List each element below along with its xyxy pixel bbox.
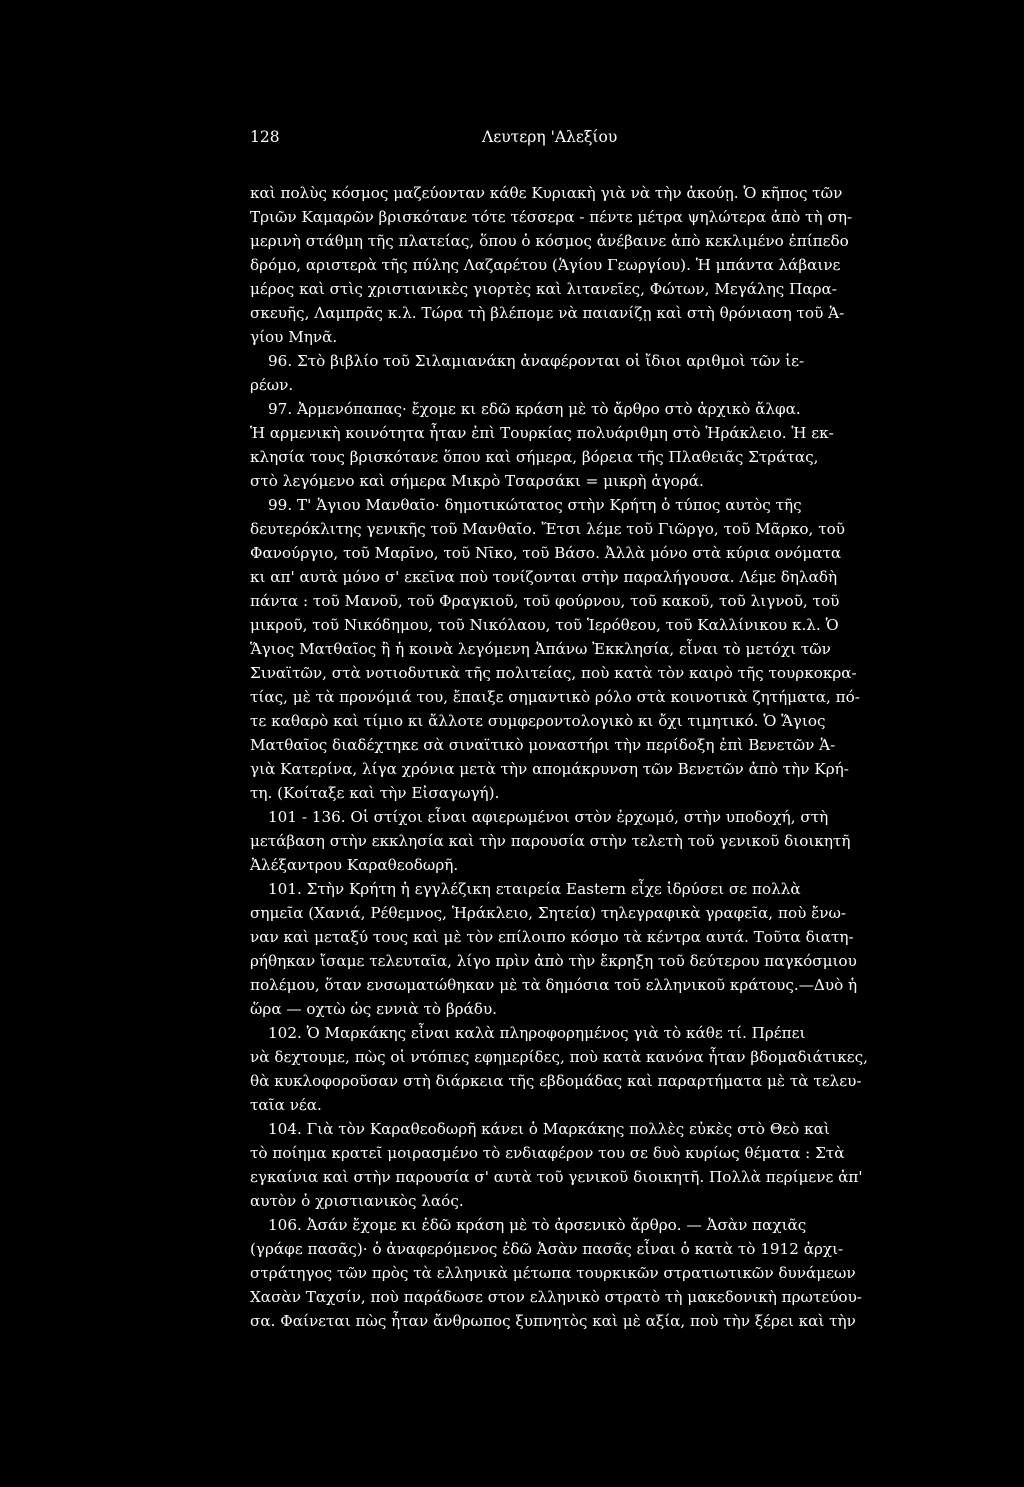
- text-line: Ἀλέξαντρου Καραθεοδωρῆ.: [250, 856, 459, 874]
- text-line: γιὰ Κατερίνα, λίγα χρόνια μετὰ τὴν απομάκρυνση τῶν Βενετῶν ἀπὸ τὴν Κρή-: [250, 760, 849, 778]
- text-line: σα. Φαίνεται πὼς ἦταν ἄνθρωπος ξυπνητὸς καὶ μὲ αξία, ποὺ τὴν ξέρει καὶ τὴν: [250, 1312, 856, 1330]
- text-line: δρόμο, αριστερὰ τῆς πύλης Λαζαρέτου (Ἁγίου Γεωργίου). Ἡ μπάντα λάβαινε: [250, 256, 841, 274]
- text-line: γίου Μηνᾶ.: [250, 328, 338, 346]
- text-line: Ἅγιος Ματθαῖος ἢ ἡ κοινὰ λεγόμενη Ἀπάνω Ἐκκλησία, εἶναι τὸ μετόχι τῶν: [250, 640, 831, 658]
- text-line: ναν καὶ μεταξύ τους καὶ μὲ τὸν επίλοιπο κόσμο τὰ κέντρα αυτά. Τοῦτα διατη-: [250, 928, 854, 946]
- text-line: Ἡ αρμενικὴ κοινότητα ἦταν ἐπὶ Τουρκίας πολυάριθμη στὸ Ἡράκλειο. Ἡ εκ-: [250, 424, 834, 442]
- text-line: πολέμου, ὅταν ενσωματώθηκαν μὲ τὰ δημόσια τοῦ ελληνικοῦ κράτους.—Δυὸ ἡ: [250, 976, 858, 994]
- text-line: μικροῦ, τοῦ Νικόδημου, τοῦ Νικόλαου, τοῦ Ἱερόθεου, τοῦ Καλλίνικου κ.λ. Ὁ: [250, 616, 839, 634]
- text-line: κλησία τους βρισκότανε ὅπου καὶ σήμερα, βόρεια τῆς Πλαθειᾶς Στράτας,: [250, 448, 819, 466]
- text-line: 102. Ὁ Μαρκάκης εἶναι καλὰ πληροφορημένος γιὰ τὸ κάθε τί. Πρέπει: [268, 1024, 806, 1042]
- text-line: 97. Ἀρμενόπαπας· ἔχομε κι εδῶ κράση μὲ τὸ ἄρθρο στὸ ἀρχικὸ ἄλφα.: [268, 400, 801, 418]
- text-line: μέρος καὶ στὶς χριστιανικὲς γιορτὲς καὶ λιτανεῖες, Φώτων, Μεγάλης Παρα-: [250, 280, 837, 298]
- text-line: ταῖα νέα.: [250, 1096, 322, 1114]
- text-line: μερινὴ στάθμη τῆς πλατείας, ὅπου ὁ κόσμος ἀνέβαινε ἀπὸ κεκλιμένο ἐπίπεδο: [250, 232, 849, 250]
- text-line: μετάβαση στὴν εκκλησία καὶ τὴν παρουσία στὴν τελετὴ τοῦ γενικοῦ διοικητῆ: [250, 832, 851, 850]
- text-line: καὶ πολὺς κόσμος μαζεύονταν κάθε Κυριακὴ γιὰ νὰ τὴν ἀκούῃ. Ὁ κῆπος τῶν: [250, 184, 843, 202]
- text-line: πάντα : τοῦ Μανοῦ, τοῦ Φραγκιοῦ, τοῦ φούρνου, τοῦ κακοῦ, τοῦ λιγνοῦ, τοῦ: [250, 592, 840, 610]
- text-line: τὸ ποίημα κρατεῖ μοιρασμένο τὸ ενδιαφέρον του σε δυὸ κυρίως θέματα : Στὰ: [250, 1144, 845, 1162]
- text-line: 106. Ἀσάν ἔχομε κι ἐδῶ κράση μὲ τὸ ἀρσενικὸ ἄρθρο. — Ἀσὰν παχιᾶς: [268, 1216, 807, 1234]
- body-text: [250, 181, 868, 1333]
- text-line: 99. Τ' Ἁγιου Μανθαῖο· δημοτικώτατος στὴν Κρήτη ὁ τύπος αυτὸς τῆς: [268, 496, 802, 514]
- text-line: στὸ λεγόμενο καὶ σήμερα Μικρὸ Τσαρσάκι = μικρὴ ἀγορά.: [250, 472, 704, 490]
- text-line: τε καθαρὸ καὶ τίμιο κι ἄλλοτε συμφεροντολογικὸ κι ὄχι τιμητικό. Ὁ Ἅγιος: [250, 712, 826, 730]
- text-line: 96. Στὸ βιβλίο τοῦ Σιλαμιανάκη ἀναφέρονται οἱ ἴδιοι αριθμοὶ τῶν ἱε-: [268, 352, 805, 370]
- text-line: τίας, μὲ τὰ προνόμιά του, ἔπαιξε σημαντικὸ ρόλο στὰ κοινοτικὰ ζητήματα, πό-: [250, 688, 860, 706]
- text-line: ὥρα — οχτὼ ὡς εννιὰ τὸ βράδυ.: [250, 1000, 498, 1018]
- text-line: αυτὸν ὁ χριστιανικὸς λαός.: [250, 1192, 464, 1210]
- text-line: σημεῖα (Χανιά, Ρέθεμνος, Ἡράκλειο, Σητεία) τηλεγραφικὰ γραφεῖα, ποὺ ἔνω-: [250, 904, 847, 922]
- text-line: κι απ' αυτὰ μόνο σ' εκεῖνα ποὺ τονίζονται στὴν παραλήγουσα. Λέμε δηλαδὴ: [250, 568, 838, 586]
- text-line: ρήθηκαν ἴσαμε τελευταῖα, λίγο πρὶν ἀπὸ τὴν ἔκρηξη τοῦ δεύτερου παγκόσμιου: [250, 952, 857, 970]
- text-line: Σιναϊτῶν, στὰ νοτιοδυτικὰ τῆς πολιτείας, ποὺ κατὰ τὸν καιρὸ τῆς τουρκοκρα-: [250, 664, 857, 682]
- running-head: [250, 128, 770, 156]
- text-line: 101 - 136. Οἱ στίχοι εἶναι αφιερωμένοι στὸν ἐρχωμό, στὴν υποδοχή, στὴ: [268, 808, 829, 826]
- page-number: 128: [250, 128, 280, 146]
- text-line: (γράφε πασᾶς)· ὁ ἀναφερόμενος ἐδῶ Ἀσὰν πασᾶς εἶναι ὁ κατὰ τὸ 1912 ἀρχι-: [250, 1240, 844, 1258]
- text-line: Ματθαῖος διαδέχτηκε σὰ σιναϊτικὸ μοναστήρι τὴν περίδοξη ἐπὶ Βενετῶν Ἁ-: [250, 736, 836, 754]
- text-line: Χασὰν Ταχσίν, ποὺ παράδωσε στον ελληνικὸ στρατὸ τὴ μακεδονικὴ πρωτεύου-: [250, 1288, 862, 1306]
- text-line: 101. Στὴν Κρήτη ἡ εγγλέζικη εταιρεία Eastern εἶχε ἱδρύσει σε πολλὰ: [268, 880, 801, 898]
- text-line: νὰ δεχτουμε, πὼς οἱ ντόπιες εφημερίδες, ποὺ κατὰ κανόνα ἦταν βδομαδιάτικες,: [250, 1048, 868, 1066]
- text-line: Τριῶν Καμαρῶν βρισκότανε τότε τέσσερα - πέντε μέτρα ψηλώτερα ἀπὸ τὴ ση-: [250, 208, 853, 226]
- text-line: ρέων.: [250, 376, 294, 394]
- text-line: δευτερόκλιτης γενικῆς τοῦ Μανθαῖο. Ἔτσι λέμε τοῦ Γιῶργο, τοῦ Μᾶρκο, τοῦ: [250, 520, 845, 538]
- book-page: [250, 128, 868, 1333]
- text-line: σκευῆς, Λαμπρᾶς κ.λ. Τώρα τὴ βλέπομε νὰ παιανίζῃ καὶ στὴ θρόνιαση τοῦ Ἁ-: [250, 304, 845, 322]
- page-header: Λευτερη 'Αλεξίου: [482, 128, 618, 146]
- text-line: εγκαίνια καὶ στὴν παρουσία σ' αυτὰ τοῦ γενικοῦ διοικητῆ. Πολλὰ περίμενε ἀπ': [250, 1168, 863, 1186]
- text-line: στράτηγος τῶν πρὸς τὰ ελληνικὰ μέτωπα τουρκικῶν στρατιωτικῶν δυνάμεων: [250, 1264, 856, 1282]
- text-line: Φανούργιο, τοῦ Μαρῖνο, τοῦ Νῖκο, τοῦ Βάσο. Ἀλλὰ μόνο στὰ κύρια ονόματα: [250, 544, 842, 562]
- text-line: θὰ κυκλοφοροῦσαν στὴ διάρκεια τῆς εβδομάδας καὶ παραρτήματα μὲ τὰ τελευ-: [250, 1072, 862, 1090]
- text-line: 104. Γιὰ τὸν Καραθεοδωρῆ κάνει ὁ Μαρκάκης πολλὲς εὐκὲς στὸ Θεὸ καὶ: [268, 1120, 830, 1138]
- text-line: τη. (Κοίταξε καὶ τὴν Εἰσαγωγή).: [250, 784, 500, 802]
